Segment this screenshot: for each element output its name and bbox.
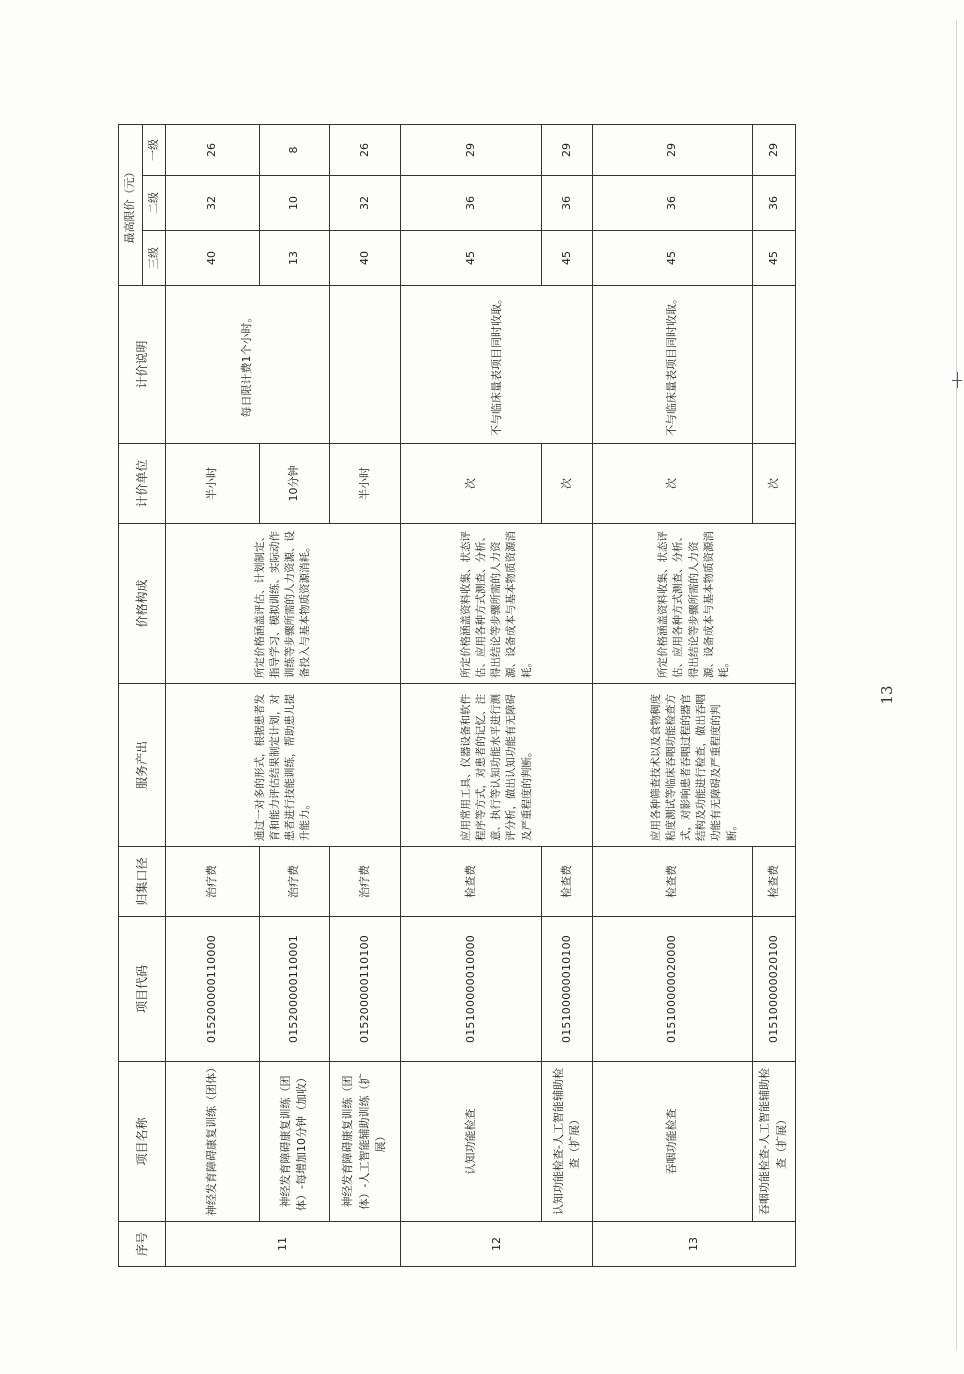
header-max-price: 最高限价（元） <box>119 124 143 285</box>
price-level2: 36 <box>401 176 542 231</box>
item-unit: 次 <box>752 444 795 524</box>
price-level2: 10 <box>260 176 330 231</box>
item-name: 神经发育障碍康复训练（团体） <box>166 1062 260 1222</box>
price-level3: 40 <box>329 231 401 286</box>
scan-edge-line <box>956 20 957 1350</box>
item-code: 015100000010000 <box>401 917 542 1062</box>
price-level3: 45 <box>752 231 795 286</box>
item-note: 不与临床量表项目同时收取。 <box>401 286 593 444</box>
seq-cell: 11 <box>166 1222 401 1267</box>
item-code: 015200000110000 <box>166 917 260 1062</box>
price-level1: 8 <box>260 124 330 175</box>
price-level2: 32 <box>329 176 401 231</box>
item-category: 检查费 <box>542 847 593 917</box>
header-level1: 一级 <box>142 124 166 175</box>
header-category: 归集口径 <box>119 847 166 917</box>
item-output: 应用常用工具、仪器设备和软件程序等方式，对患者的记忆、注意、执行等认知功能水平进行测评分析，做出认知功能有无障碍及严重程度的判断。 <box>401 684 593 847</box>
item-category: 检查费 <box>752 847 795 917</box>
header-code: 项目代码 <box>119 917 166 1062</box>
item-unit: 半小时 <box>329 444 401 524</box>
item-unit: 次 <box>401 444 542 524</box>
table-row <box>401 124 542 1266</box>
fee-schedule-table <box>118 124 796 1267</box>
price-level2: 36 <box>752 176 795 231</box>
price-level1: 29 <box>542 124 593 175</box>
item-output: 应用各种筛查技术以及食物稠度粘度测试等临床吞咽功能检查方式，对影响患者吞咽过程的器官结构及功能进行检查，做出吞咽功能有无障碍及严重程度的判断。 <box>593 684 796 847</box>
header-name: 项目名称 <box>119 1062 166 1222</box>
item-output: 通过一对多的形式，根据患者发育和能力评估结果制定计划，对患者进行技能训练，帮助患儿提升能力。 <box>166 684 401 847</box>
scan-mark-vertical <box>957 372 958 388</box>
price-level1: 26 <box>166 124 260 175</box>
item-code: 015200000110100 <box>329 917 401 1062</box>
price-level2: 36 <box>593 176 753 231</box>
price-level3: 13 <box>260 231 330 286</box>
price-level3: 40 <box>166 231 260 286</box>
item-note: 每日限计费1个小时。 <box>166 286 330 444</box>
price-level3: 45 <box>542 231 593 286</box>
item-unit: 半小时 <box>166 444 260 524</box>
item-name: 认知功能检查 <box>401 1062 542 1222</box>
item-name: 吞咽功能检查 <box>593 1062 753 1222</box>
item-category: 治疗费 <box>260 847 330 917</box>
page-number: 13 <box>878 685 896 705</box>
item-code: 015100000020000 <box>593 917 753 1062</box>
item-category: 检查费 <box>401 847 542 917</box>
header-seq: 序号 <box>119 1222 166 1267</box>
header-row <box>119 124 143 1266</box>
item-name: 神经发育障碍康复训练（团体）-人工智能辅助训练（扩展） <box>329 1062 401 1222</box>
price-level2: 36 <box>542 176 593 231</box>
item-note: 不与临床量表项目同时收取。 <box>593 286 753 444</box>
price-level1: 29 <box>593 124 753 175</box>
item-composition: 所定价格涵盖资料收集、状态评估、应用各种方式测查、分析、得出结论等步骤所需的人力资源、设备成本与基本物质资源消耗。 <box>593 524 796 684</box>
price-level2: 32 <box>166 176 260 231</box>
header-unit: 计价单位 <box>119 444 166 524</box>
table-row <box>593 124 753 1266</box>
item-note-empty <box>329 286 401 444</box>
seq-cell: 12 <box>401 1222 593 1267</box>
item-code: 015200000110001 <box>260 917 330 1062</box>
price-level1: 26 <box>329 124 401 175</box>
price-level3: 45 <box>593 231 753 286</box>
item-code: 015100000010100 <box>542 917 593 1062</box>
table-row <box>166 124 260 1266</box>
item-category: 治疗费 <box>166 847 260 917</box>
header-level3: 三级 <box>142 231 166 286</box>
price-level1: 29 <box>401 124 542 175</box>
item-name: 吞咽功能检查-人工智能辅助检查（扩展） <box>752 1062 795 1222</box>
rotated-table-container <box>118 125 796 1267</box>
item-name: 神经发育障碍康复训练（团体）-每增加10分钟（加收） <box>260 1062 330 1222</box>
header-level2: 二级 <box>142 176 166 231</box>
item-unit: 10分钟 <box>260 444 330 524</box>
item-note-empty <box>752 286 795 444</box>
item-code: 015100000020100 <box>752 917 795 1062</box>
item-composition: 所定价格涵盖资料收集、状态评估、应用各种方式测查、分析、得出结论等步骤所需的人力资源、设备成本与基本物质资源消耗。 <box>401 524 593 684</box>
item-unit: 次 <box>593 444 753 524</box>
header-composition: 价格构成 <box>119 524 166 684</box>
item-unit: 次 <box>542 444 593 524</box>
price-level1: 29 <box>752 124 795 175</box>
header-output: 服务产出 <box>119 684 166 847</box>
price-level3: 45 <box>401 231 542 286</box>
item-name: 认知功能检查-人工智能辅助检查（扩展） <box>542 1062 593 1222</box>
item-composition: 所定价格涵盖评估、计划制定、指导学习、模拟训练、实际动作训练等步骤所需的人力资源、设备投入与基本物质资源消耗。 <box>166 524 401 684</box>
item-category: 治疗费 <box>329 847 401 917</box>
seq-cell: 13 <box>593 1222 796 1267</box>
item-category: 检查费 <box>593 847 753 917</box>
header-note: 计价说明 <box>119 286 166 444</box>
